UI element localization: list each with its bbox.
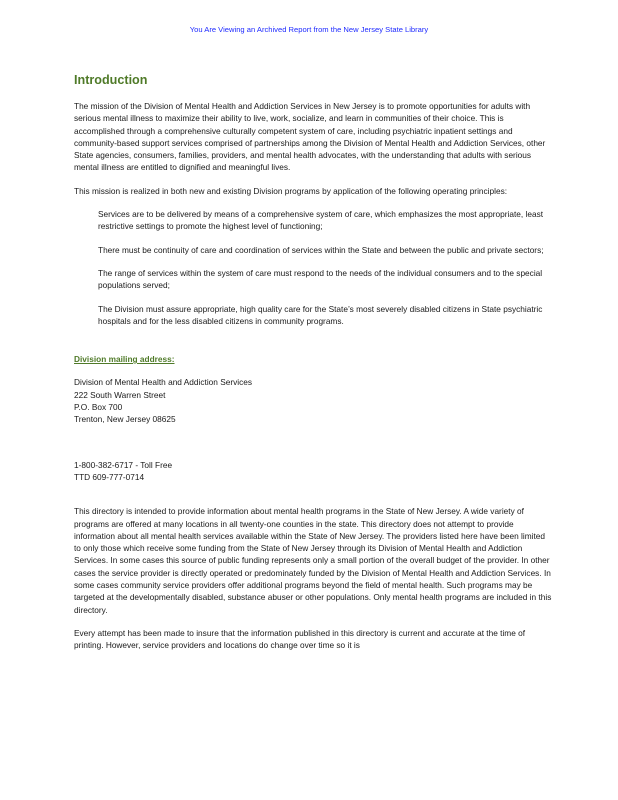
archive-banner: You Are Viewing an Archived Report from the New Jersey State Library xyxy=(189,25,429,34)
document-page xyxy=(74,72,552,663)
address-line: Division of Mental Health and Addiction Services xyxy=(74,377,253,388)
phone-line: TTD 609-777-0714 xyxy=(74,471,145,482)
principle-item: The Division must assure appropriate, high quality care for the State’s most severely disabled citizens in State psychiatric hospitals and for the less disabled citizens in community programs. xyxy=(98,303,543,326)
principles-intro: This mission is realized in both new and existing Division programs by application of the following operating principles: xyxy=(74,185,508,196)
mailing-address-heading: Division mailing address: xyxy=(74,354,175,365)
principle-item: There must be continuity of care and coordination of services within the State and between the public and private sectors; xyxy=(98,244,544,255)
final-paragraph: Every attempt has been made to insure that the information published in this directory is current and accurate at the time of printing. However, service providers and locations do change over time so it is xyxy=(74,627,526,651)
section-heading: Introduction xyxy=(74,73,148,87)
address-line: Trenton, New Jersey 08625 xyxy=(74,414,176,425)
phone-line: 1-800-382-6717 - Toll Free xyxy=(74,459,173,470)
address-line: 222 South Warren Street xyxy=(74,389,166,400)
principle-item: The range of services within the system of care must respond to the needs of the individual consumers and to the special populations served; xyxy=(98,267,543,291)
intro-paragraph: The mission of the Division of Mental Health and Addiction Services in New Jersey is to promote opportunities for adults with serious mental illness to maximize their ability to live, work, socialize, and learn in communities of their choice. This is accomplished through a comprehensive culturally competent system of care, including psychiatric inpatient settings and community-based support services comprised of partnerships among the Division of Mental Health and Addiction Services, other State agencies, consumers, families, providers, and mental health advocates, with the understanding that adults with serious mental illness are entitled to dignified and meaningful lives. xyxy=(74,101,546,173)
directory-paragraph: This directory is intended to provide information about mental health programs in the State of New Jersey. A wide variety of programs are offered at many locations in all twenty-one counties in the state. This directory does not attempt to provide information about all mental health services available within the State of New Jersey. The providers listed here have been limited to only those which receive some funding from the State of New Jersey through its Division of Mental Health and Addiction Services. In some cases this source of public funding represents only a small portion of the overall budget of the provider. In other cases the service provider is directly operated or predominately funded by the Division of Mental Health and Addiction Services. In some cases community service providers offer additional programs beyond the field of mental health. Such programs may be targeted at the developmentally disabled, substance abuser or other populations. Only mental health programs are included in this directory. xyxy=(74,506,552,615)
principle-item: Services are to be delivered by means of a comprehensive system of care, which emphasizes the most appropriate, least restrictive settings to promote the highest level of functioning; xyxy=(98,209,544,232)
address-line: P.O. Box 700 xyxy=(74,402,123,413)
